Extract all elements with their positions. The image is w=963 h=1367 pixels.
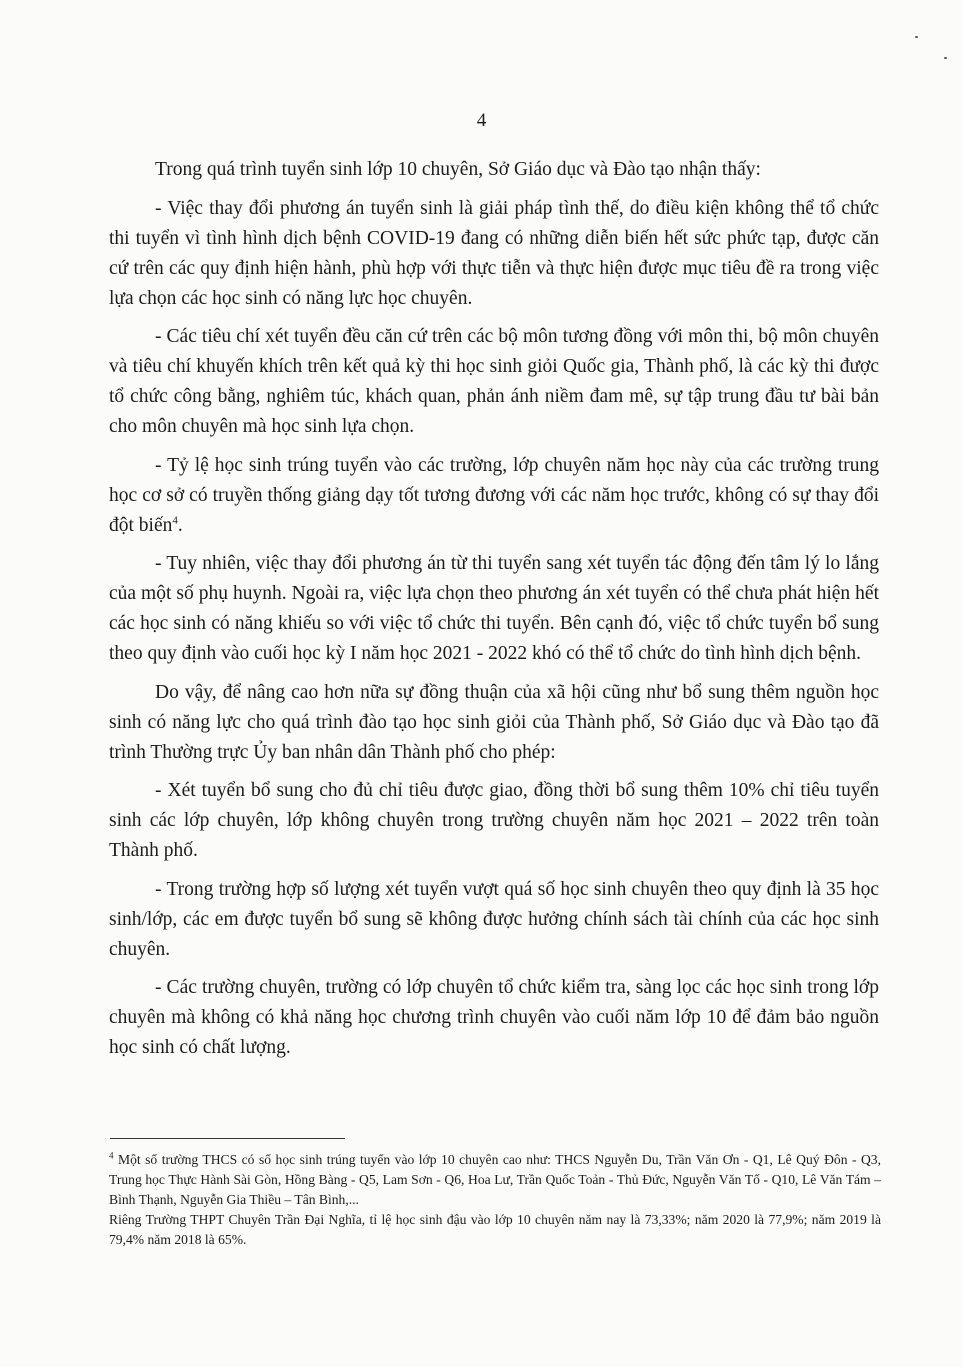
paragraph-bullet-3-text: - Tỷ lệ học sinh trúng tuyển vào các trường, lớp chuyên năm học này của các trường trung học cơ sở có truyền thống giảng dạy tốt tương đương với các năm học trước, không có sự thay đổi đột biến — [109, 454, 879, 536]
scan-speck — [944, 57, 947, 59]
body-text — [109, 155, 879, 1072]
scan-speck — [915, 36, 918, 38]
paragraph-bullet-5: - Xét tuyển bổ sung cho đủ chỉ tiêu được giao, đồng thời bổ sung thêm 10% chỉ tiêu tuyển sinh các lớp chuyên, lớp không chuyên trong trường chuyên năm học 2021 – 2022 trên toàn Thành phố. — [109, 780, 879, 861]
footnote-mark: 4 — [109, 1150, 114, 1161]
footnotes — [109, 1150, 881, 1250]
paragraph-bullet-7: - Các trường chuyên, trường có lớp chuyên tổ chức kiểm tra, sàng lọc các học sinh trong lớp chuyên mà không có khả năng học chương trình chuyên vào cuối năm lớp 10 để đảm bảo nguồn học sinh có chất lượng. — [109, 977, 879, 1058]
footnote-divider — [110, 1138, 345, 1139]
footnote-reference: 4 — [172, 514, 178, 526]
footnote-line-1-text: Một số trường THCS có số học sinh trúng tuyển vào lớp 10 chuyên cao như: THCS Nguyễn Du, Trần Văn Ơn - Q1, Lê Quý Đôn - Q3, Trung học Thực Hành Sài Gòn, Hồng Bàng - Q5, Lam Sơn - Q6, Hoa Lư, Trần Quốc Toản - Thủ Đức, Nguyễn Văn Tố - Q10, Lê Văn Tám – Bình Thạnh, Nguyễn Gia Thiều – Tân Bình,... — [109, 1152, 882, 1207]
paragraph-bullet-1: - Việc thay đổi phương án tuyển sinh là giải pháp tình thế, do điều kiện không thể tổ chức thi tuyển vì tình hình dịch bệnh COVID-19 đang có những diễn biến hết sức phức tạp, được căn cứ trên các quy định hiện hành, phù hợp với thực tiễn và thực hiện được mục tiêu đề ra trong việc lựa chọn các học sinh có năng lực học chuyên. — [109, 197, 879, 309]
page-number: 4 — [476, 110, 487, 131]
footnote-line-1 — [109, 1150, 881, 1210]
paragraph-bullet-3 — [109, 451, 879, 541]
paragraph-bullet-4: - Tuy nhiên, việc thay đổi phương án từ thi tuyển sang xét tuyển tác động đến tâm lý lo lắng của một số phụ huynh. Ngoài ra, việc lựa chọn theo phương án xét tuyển có thể chưa phát hiện hết các học sinh có năng khiếu so với việc tổ chức thi tuyển. Bên cạnh đó, việc tổ chức tuyển bổ sung theo quy định vào cuối học kỳ I năm học 2021 - 2022 khó có thể tổ chức do tình hình dịch bệnh. — [109, 553, 879, 664]
paragraph-conclusion: Do vậy, để nâng cao hơn nữa sự đồng thuận của xã hội cũng như bổ sung thêm nguồn học sinh có năng lực cho quá trình đào tạo học sinh giỏi của Thành phố, Sở Giáo dục và Đào tạo đã trình Thường trực Ủy ban nhân dân Thành phố cho phép: — [109, 681, 879, 763]
paragraph-intro: Trong quá trình tuyển sinh lớp 10 chuyên, Sở Giáo dục và Đào tạo nhận thấy: — [155, 159, 761, 180]
footnote-line-2: Riêng Trường THPT Chuyên Trần Đại Nghĩa, tỉ lệ học sinh đậu vào lớp 10 chuyên năm nay là 73,33%; năm 2020 là 77,9%; năm 2019 là 79,4% năm 2018 là 65%. — [109, 1212, 881, 1247]
paragraph-bullet-6: - Trong trường hợp số lượng xét tuyển vượt quá số học sinh chuyên theo quy định là 35 học sinh/lớp, các em được tuyển bổ sung sẽ không được hưởng chính sách tài chính của các học sinh chuyên. — [109, 878, 879, 960]
paragraph-bullet-2: - Các tiêu chí xét tuyển đều căn cứ trên các bộ môn tương đồng với môn thi, bộ môn chuyên và tiêu chí khuyến khích trên kết quả kỳ thi học sinh giỏi Quốc gia, Thành phố, là các kỳ thi được tổ chức công bằng, nghiêm túc, khách quan, phản ánh niềm đam mê, sự tập trung đầu tư bài bản cho môn chuyên mà học sinh lựa chọn. — [109, 326, 879, 437]
paragraph-bullet-3-period: . — [177, 514, 183, 536]
